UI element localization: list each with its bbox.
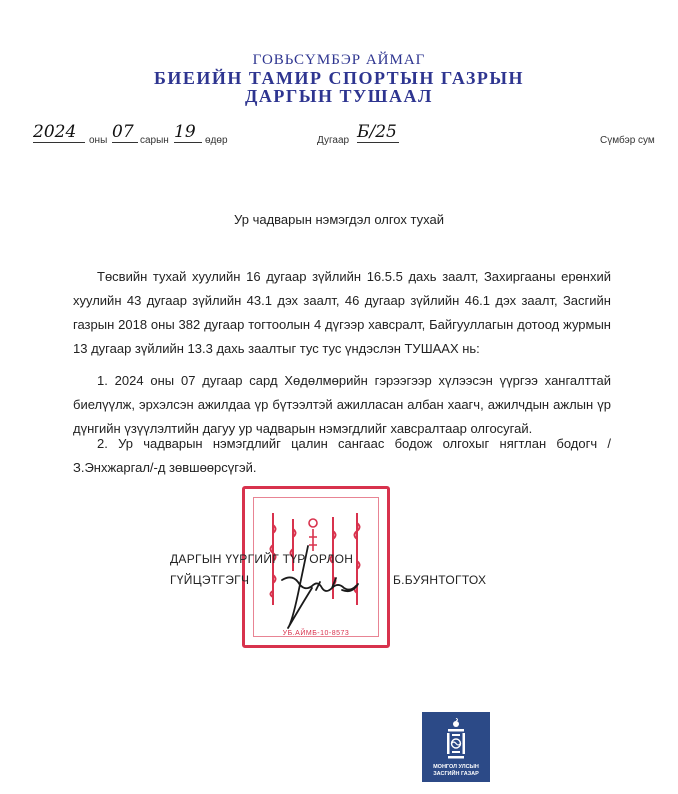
header-line-3: ДАРГЫН ТУШААЛ xyxy=(245,86,433,106)
handwritten-signature xyxy=(272,544,382,634)
date-year: 2024 xyxy=(33,122,85,143)
body-intro: Төсвийн тухай хуулийн 16 дугаар зүйлийн 16.5.5 дахь заалт, Захиргааны ерөнхий хуулийн 43 дугаар зүйлийн 43.1 дэх заалт, 46 дугаар зүйлийн 46.1 дэх заалт, Засгийн газрын 2018 оны 382 дугаар тогтоолын 4 дүгээр хавсралт, Байгууллагын дотоод журмын 13 дугаар зүйлийн 13.3 дахь заалтыг тус тус үндэслэн ТУШААХ нь: xyxy=(73,269,611,356)
place-name: Сүмбэр сум xyxy=(600,135,655,146)
emblem-label-line-1: МОНГОЛ УЛСЫН xyxy=(433,764,479,770)
date-day: 19 xyxy=(174,122,202,143)
date-row xyxy=(0,122,678,152)
signatory-title-line-2: ГҮЙЦЭТГЭГЧ xyxy=(170,573,250,587)
signatory-name: Б.БУЯНТОГТОХ xyxy=(393,573,487,587)
emblem-label-line-2: ЗАСГИЙН ГАЗАР xyxy=(433,771,479,777)
date-day-suffix: өдөр xyxy=(205,135,228,146)
body-item-2: 2. Ур чадварын нэмэгдлийг цалин сангаас бодож олгохыг нягтлан бодогч /З.Энхжаргал/-д зөвшөөрсүгэй. xyxy=(73,436,611,475)
body-item-1: 1. 2024 оны 07 дугаар сард Хөдөлмөрийн гэрээгээр хүлээсэн үүргээ хангалттай биелүүлж, эрхэлсэн ажилдаа үр бүтээлтэй ажилласан албан хаагч, ажилчдын ажлын үр дүнгийн үзүүлэлтийн дагуу ур чадварын нэмэгдлийг хавсралтаар олгосугай. xyxy=(73,373,611,436)
header-line-2: БИЕИЙН ТАМИР СПОРТЫН ГАЗРЫН xyxy=(153,68,525,88)
number-label: Дугаар xyxy=(317,135,350,146)
stamp-registration-number: УБ.АЙМБ-10-8573 xyxy=(282,630,350,637)
date-year-suffix: оны xyxy=(89,135,108,146)
date-month: 07 xyxy=(112,122,138,143)
number-value: Б/25 xyxy=(357,122,399,143)
soyombo-icon xyxy=(446,718,466,762)
signatory-title-line-1: ДАРГЫН ҮҮРГИЙГ ТҮР ОРЛОН xyxy=(170,552,354,566)
document-subject: Ур чадварын нэмэгдэл олгох тухай xyxy=(234,212,444,227)
header-line-1: ГОВЬСҮМБЭР АЙМАГ xyxy=(252,52,426,68)
date-month-suffix: сарын xyxy=(140,135,169,146)
government-emblem-logo xyxy=(422,712,490,782)
